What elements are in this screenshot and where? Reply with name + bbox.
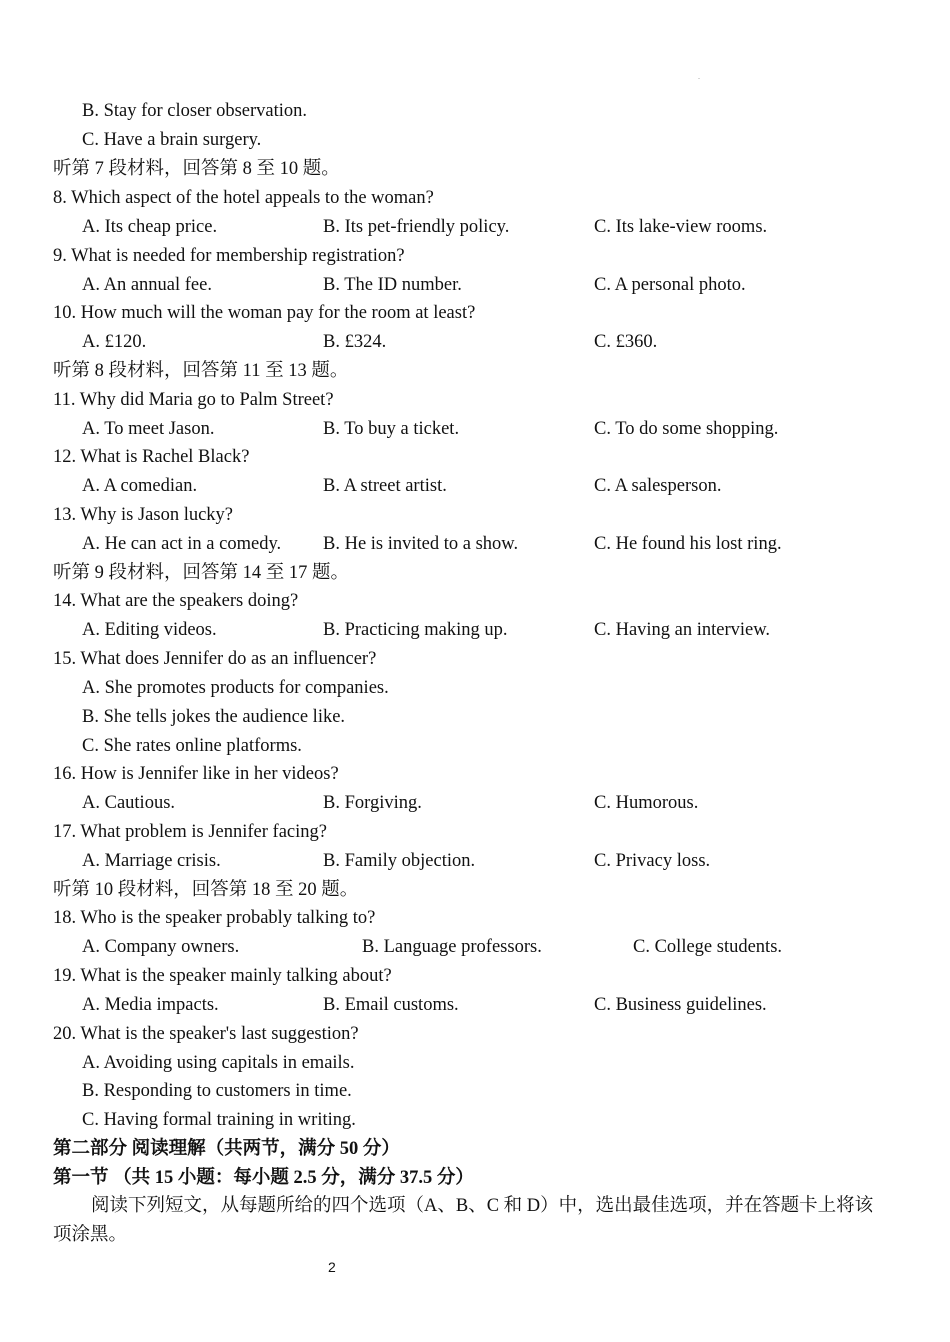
option-c: C. Its lake-view rooms. [594, 217, 768, 237]
option-c: C. To do some shopping. [594, 419, 779, 439]
option-c: C. Privacy loss. [594, 851, 711, 871]
option-b: B. She tells jokes the audience like. [82, 707, 346, 727]
option-c: C. Humorous. [594, 793, 699, 813]
option-b: B. Email customs. [323, 995, 459, 1015]
section-header-10: 听第 10 段材料，回答第 18 至 20 题。 [53, 880, 359, 900]
option-c: C. A personal photo. [594, 275, 746, 295]
option-a: A. To meet Jason. [82, 419, 215, 439]
option-b: B. £324. [323, 332, 387, 352]
option-a: A. Its cheap price. [82, 217, 218, 237]
options-row-16 [0, 791, 950, 815]
options-row-8 [0, 215, 950, 239]
question-19: 19. What is the speaker mainly talking about? [53, 966, 392, 986]
option-b: B. Forgiving. [323, 793, 422, 813]
question-11: 11. Why did Maria go to Palm Street? [53, 390, 334, 410]
question-8: 8. Which aspect of the hotel appeals to the woman? [53, 188, 434, 208]
option-a: A. He can act in a comedy. [82, 534, 282, 554]
options-row-10 [0, 330, 950, 354]
option-b: B. To buy a ticket. [323, 419, 460, 439]
question-18: 18. Who is the speaker probably talking to? [53, 908, 376, 928]
section-one-title: 第一节 （共 15 小题：每小题 2.5 分，满分 37.5 分） [53, 1168, 474, 1188]
option-a: A. Editing videos. [82, 620, 217, 640]
option-a: A. She promotes products for companies. [82, 678, 389, 698]
question-9: 9. What is needed for membership registration? [53, 246, 405, 266]
question-14: 14. What are the speakers doing? [53, 591, 299, 611]
option-b: B. Responding to customers in time. [82, 1081, 352, 1101]
options-row-13 [0, 532, 950, 556]
option-a: A. An annual fee. [82, 275, 212, 295]
option-c: C. He found his lost ring. [594, 534, 782, 554]
option-b: B. The ID number. [323, 275, 462, 295]
option-c: C. Having an interview. [594, 620, 771, 640]
option-a: A. Media impacts. [82, 995, 219, 1015]
section-header-8: 听第 8 段材料，回答第 11 至 13 题。 [53, 361, 349, 381]
section-header-7: 听第 7 段材料，回答第 8 至 10 题。 [53, 159, 340, 179]
corner-mark: . [698, 72, 700, 81]
options-row-9 [0, 273, 950, 297]
question-12: 12. What is Rachel Black? [53, 447, 250, 467]
question-17: 17. What problem is Jennifer facing? [53, 822, 327, 842]
options-row-11 [0, 417, 950, 441]
option-c-q7: C. Have a brain surgery. [82, 130, 262, 150]
options-row-19 [0, 993, 950, 1017]
option-a: A. Company owners. [82, 937, 240, 957]
page-number: 2 [328, 1259, 336, 1275]
option-b: B. Language professors. [362, 937, 542, 957]
option-a: A. A comedian. [82, 476, 198, 496]
option-b: B. Its pet-friendly policy. [323, 217, 510, 237]
option-b: B. A street artist. [323, 476, 447, 496]
option-b: B. Practicing making up. [323, 620, 508, 640]
question-13: 13. Why is Jason lucky? [53, 505, 234, 525]
options-row-17 [0, 849, 950, 873]
option-b-q7: B. Stay for closer observation. [82, 101, 308, 121]
option-a: A. Marriage crisis. [82, 851, 221, 871]
option-c: C. Having formal training in writing. [82, 1110, 356, 1130]
part-two-title: 第二部分 阅读理解（共两节，满分 50 分） [53, 1139, 400, 1159]
section-header-9: 听第 9 段材料，回答第 14 至 17 题。 [53, 563, 350, 583]
option-c: C. £360. [594, 332, 658, 352]
option-b: B. Family objection. [323, 851, 476, 871]
option-a: A. Cautious. [82, 793, 176, 813]
option-c: C. She rates online platforms. [82, 736, 302, 756]
reading-instructions: 阅读下列短文，从每题所给的四个选项（A、B、C 和 D）中，选出最佳选项，并在答题卡上将该项涂黑。 [53, 1196, 874, 1245]
option-b: B. He is invited to a show. [323, 534, 519, 554]
question-10: 10. How much will the woman pay for the room at least? [53, 303, 476, 323]
options-row-18 [0, 935, 950, 959]
question-15: 15. What does Jennifer do as an influencer? [53, 649, 377, 669]
question-20: 20. What is the speaker's last suggestion? [53, 1024, 359, 1044]
option-a: A. Avoiding using capitals in emails. [82, 1053, 355, 1073]
option-c: C. College students. [633, 937, 783, 957]
question-16: 16. How is Jennifer like in her videos? [53, 764, 339, 784]
option-c: C. Business guidelines. [594, 995, 767, 1015]
options-row-14 [0, 618, 950, 642]
options-row-12 [0, 474, 950, 498]
option-c: C. A salesperson. [594, 476, 722, 496]
option-a: A. £120. [82, 332, 147, 352]
